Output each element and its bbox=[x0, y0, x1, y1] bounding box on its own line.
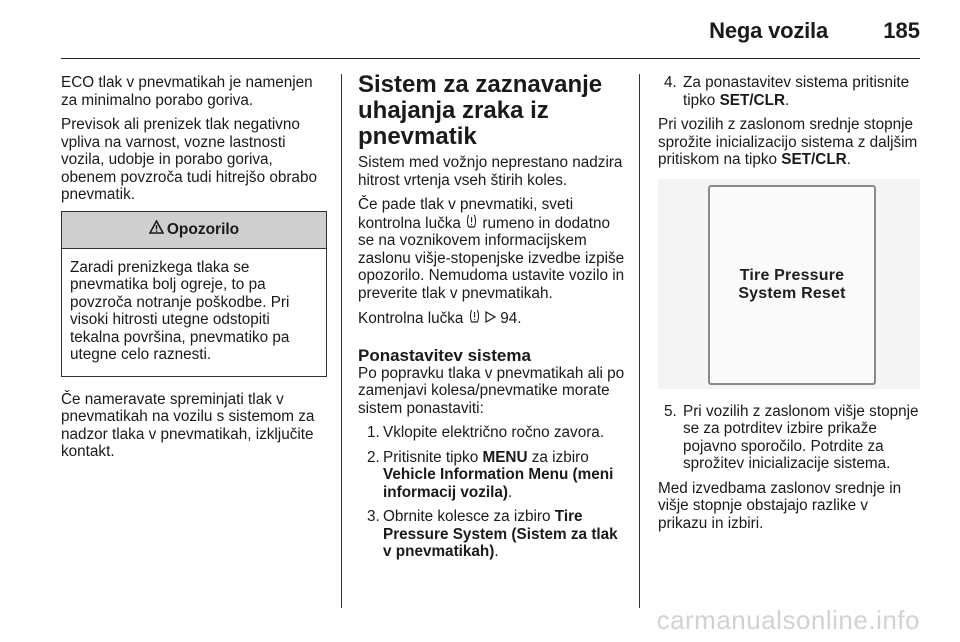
step-text: Pritisnite tipko bbox=[383, 448, 483, 466]
text-fragment: Če pade tlak v pnevmatiki, sveti kontrolna lučka bbox=[358, 196, 574, 232]
step-number: 5. bbox=[664, 402, 677, 420]
text-fragment: rumeno in dodatno se na voznikovem informacijskem zaslonu višje-stopenjske izvedbe izpiše opozorilo. Nemudoma ustavite vozilo in preverite tlak v pnevmatikah. bbox=[358, 214, 625, 302]
step-text: Vklopite električno ročno zavora. bbox=[383, 424, 605, 441]
paragraph-light-ref: Kontrolna lučka 94. bbox=[358, 310, 522, 327]
step-text: . bbox=[494, 543, 499, 560]
reset-steps-continued bbox=[658, 74, 920, 109]
step-text: . bbox=[507, 483, 513, 501]
display-illustration bbox=[658, 179, 920, 389]
key-label: SET/CLR bbox=[719, 91, 785, 109]
display-line-2: System Reset bbox=[738, 284, 846, 302]
paragraph-differences: Med izvedbama zaslonov srednje in višje stopnje obstajajo razlike v prikazu in izbiri. bbox=[658, 479, 902, 532]
warning-box bbox=[61, 211, 327, 377]
menu-label: Tire Pressure System (Sistem za tlak v pnevmatikah) bbox=[383, 508, 618, 560]
tire-pressure-warning-icon bbox=[469, 309, 480, 328]
column-divider-2 bbox=[639, 74, 640, 608]
column-left bbox=[61, 74, 327, 468]
header-divider bbox=[61, 58, 920, 59]
reset-steps bbox=[358, 424, 628, 561]
list-item bbox=[358, 424, 628, 442]
paragraph-warning-light bbox=[358, 196, 628, 302]
step-text: . bbox=[846, 151, 851, 168]
watermark: carmanualsonline.info bbox=[656, 605, 920, 635]
warning-triangle-icon bbox=[149, 212, 164, 248]
step-text: . bbox=[785, 91, 790, 109]
page-reference-arrow-icon[interactable] bbox=[485, 310, 496, 327]
display-message bbox=[738, 267, 845, 303]
list-item bbox=[358, 508, 628, 561]
column-right bbox=[658, 74, 920, 539]
subsection-heading: Ponastavitev sistema bbox=[358, 345, 531, 365]
warning-title: Opozorilo bbox=[166, 220, 240, 238]
list-item bbox=[658, 74, 920, 109]
page-reference-number[interactable]: 94 bbox=[500, 310, 518, 327]
step-text: Pri vozilih z zaslonom srednje stopnje sprožite inicializacijo sistema z daljšim pritiskom na tipko bbox=[658, 116, 918, 168]
list-item bbox=[358, 449, 628, 502]
step-number: 2. bbox=[367, 448, 380, 466]
step-text: Za ponastavitev sistema pritisnite tipko bbox=[683, 74, 910, 109]
list-item bbox=[658, 403, 920, 473]
page-section-title: Nega vozila bbox=[709, 18, 828, 43]
step-text: Pri vozilih z zaslonom višje stopnje se za potrditev izbire prikaže pojavno sporočilo. Potrdite za sprožitev inicializacije sistema. bbox=[683, 402, 919, 472]
text-fragment: Kontrolna lučka bbox=[358, 310, 468, 327]
step-text: Obrnite kolesce za izbiro bbox=[383, 508, 555, 525]
step-number: 1. bbox=[367, 424, 380, 441]
section-heading: Sistem za zaznavanje uhajanja zraka iz pnevmatik bbox=[358, 71, 603, 150]
paragraph-pressure: Previsok ali prenizek tlak negativno vpliva na varnost, vozne lastnosti vozila, udobje in porabo goriva, obenem povzroča tudi hitrejšo obrabo pnevmatik. bbox=[61, 116, 317, 203]
tire-pressure-warning-icon bbox=[466, 214, 477, 233]
step-text: za izbiro bbox=[527, 448, 589, 466]
step-number: 4. bbox=[664, 74, 677, 91]
paragraph-ignition: Če nameravate spreminjati tlak v pnevmatikah na vozilu s sistemom za nadzor tlaka v pnevmatikah, izključite kontakt. bbox=[61, 390, 315, 460]
column-middle bbox=[358, 71, 628, 568]
paragraph-monitor: Sistem med vožnjo neprestano nadzira hitrost vrtenja vseh štirih koles. bbox=[358, 154, 623, 189]
key-label: SET/CLR bbox=[781, 151, 847, 168]
display-line-1: Tire Pressure bbox=[739, 266, 845, 284]
paragraph-eco: ECO tlak v pnevmatikah je namenjen za minimalno porabo goriva. bbox=[61, 74, 313, 109]
step-4-note bbox=[658, 116, 920, 169]
menu-label: Vehicle Information Menu (meni informacij vozila) bbox=[383, 466, 614, 501]
warning-body: Zaradi prenizkega tlaka se pnevmatika bolj ogreje, to pa povzroča notranje poškodbe. Pri visoki hitrosti utegne odstopiti tekalna površina, pnevmatiko pa utegne celo raznesti. bbox=[70, 258, 290, 363]
warning-header bbox=[62, 212, 326, 249]
display-screen bbox=[708, 185, 876, 385]
reset-steps-final bbox=[658, 403, 920, 473]
column-divider-1 bbox=[341, 74, 342, 608]
key-label: MENU bbox=[482, 448, 528, 466]
page-number: 185 bbox=[883, 18, 920, 43]
paragraph-reset-intro: Po popravku tlaka v pnevmatikah ali po zamenjavi kolesa/pnevmatike morate sistem ponastaviti: bbox=[358, 364, 625, 417]
step-number: 3. bbox=[367, 508, 380, 525]
